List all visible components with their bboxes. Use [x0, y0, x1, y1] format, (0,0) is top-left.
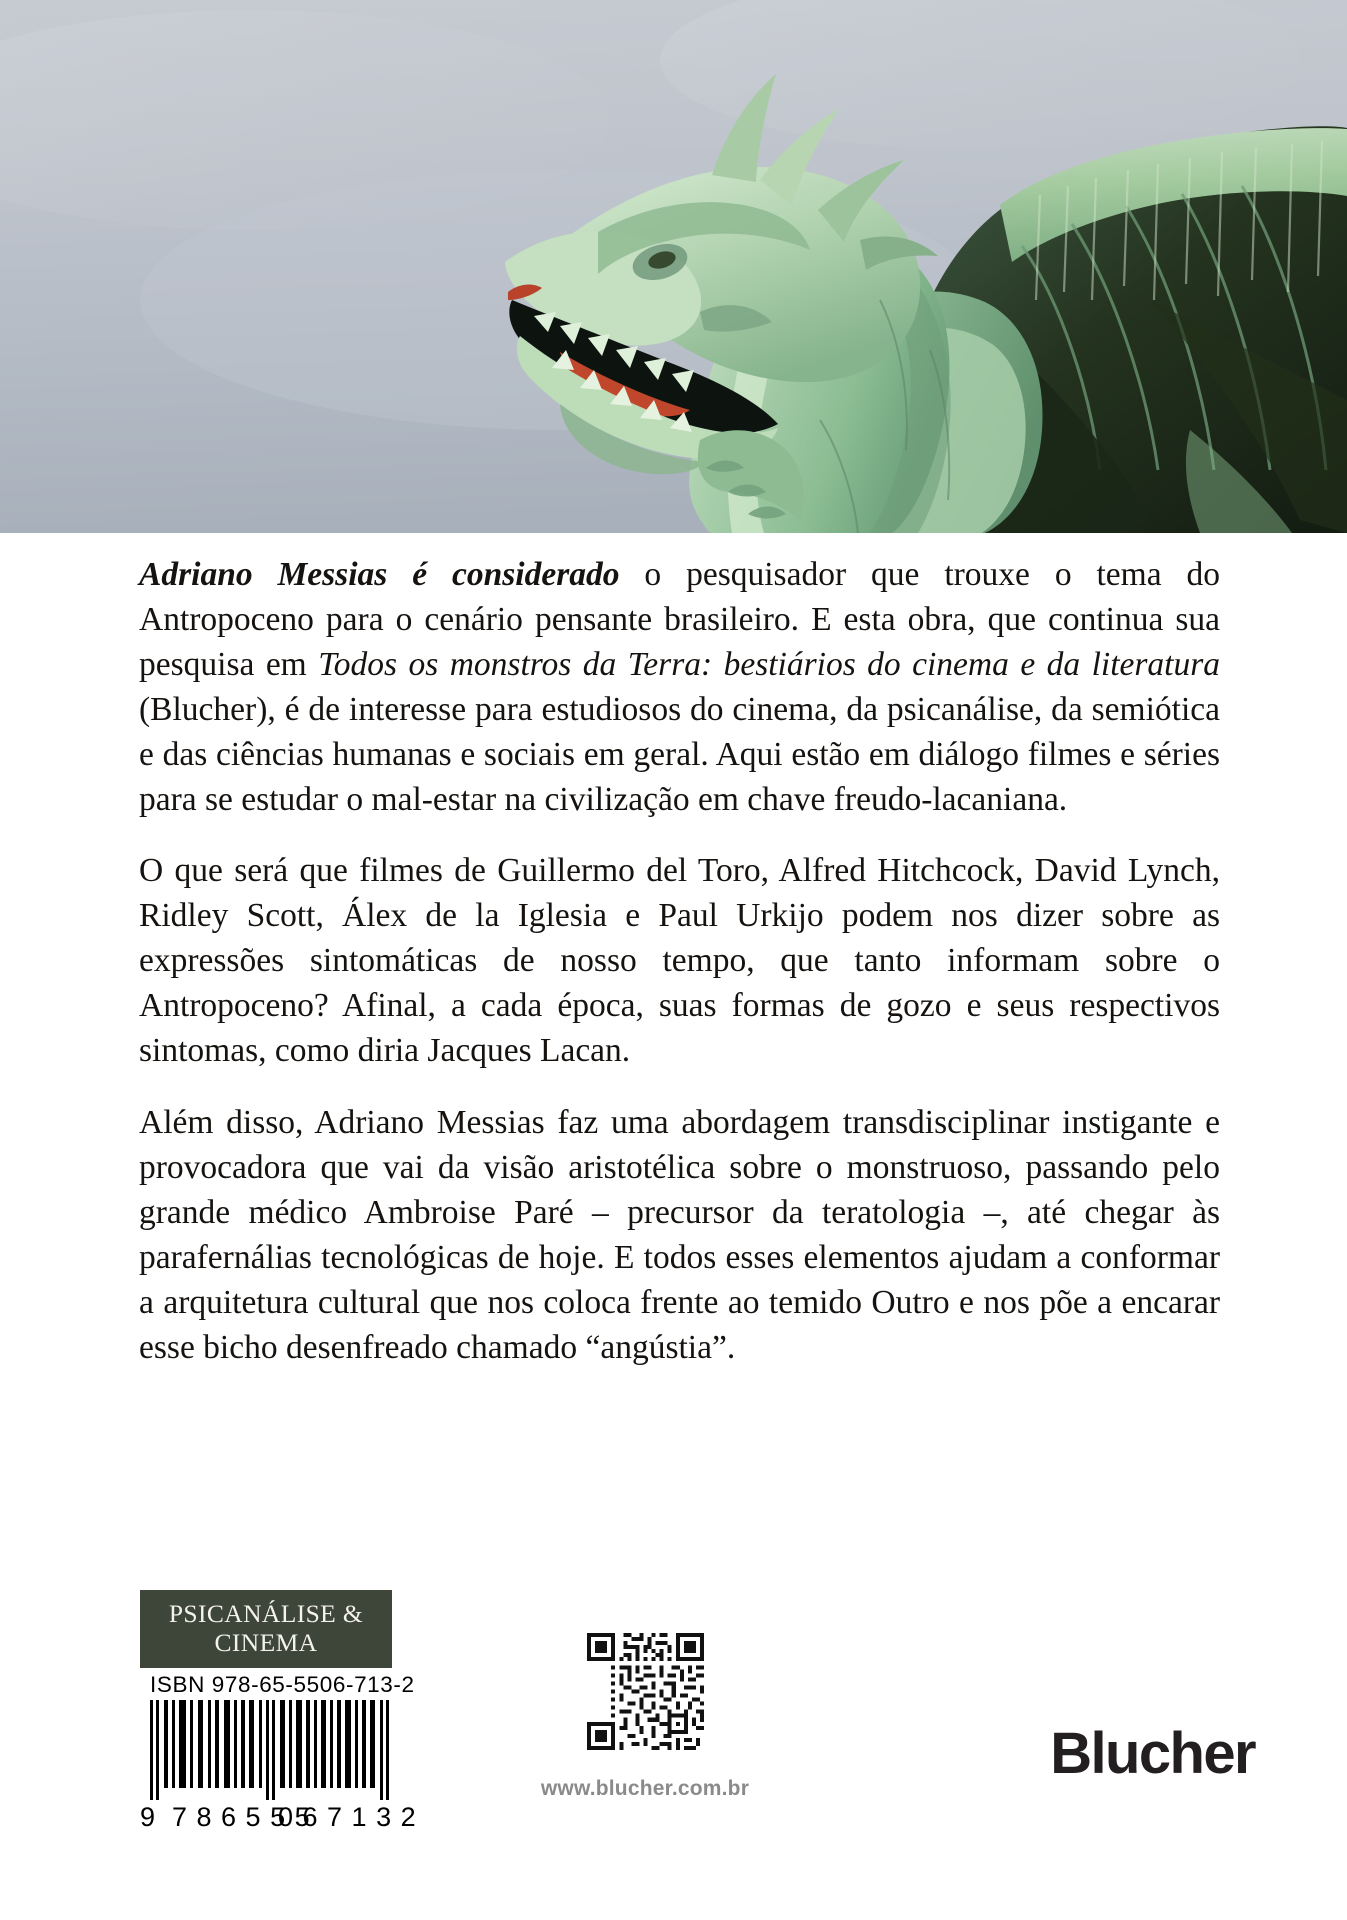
blurb-p1-part1: o pesquisador que trouxe o tema do Antropoceno para o cenário pensante brasileiro. E esta obra, que continua sua pesquisa em: [139, 556, 1221, 684]
dragon-statue-illustration: [0, 0, 1347, 533]
cover-footer: [0, 1590, 1347, 1920]
qr-code[interactable]: [582, 1628, 709, 1755]
ean-digits: [140, 1802, 426, 1833]
ean-left-group: 786555: [172, 1802, 320, 1833]
referenced-book-title: Todos os monstros da Terra: bestiários do cinema e da literatura: [318, 646, 1221, 684]
series-badge: [140, 1590, 392, 1668]
ean-right-group: 067132: [278, 1802, 426, 1833]
qr-code-image: [587, 1633, 704, 1750]
cover-photo-dragon-statue: [0, 0, 1347, 533]
blurb-paragraph-2: O que será que filmes de Guillermo del Toro, Alfred Hitchcock, David Lynch, Ridley Scott, Álex de la Iglesia e Paul Urkijo podem nos dizer sobre as expressões sintomáticas de nosso tempo, que tanto informam sobre o Antropoceno? Afinal, a cada época, suas formas de gozo e seus respectivos sintomas, como diria Jacques Lacan.: [139, 852, 1220, 1070]
ean-lead-digit: 9: [140, 1802, 157, 1833]
qr-and-website-block: [520, 1628, 770, 1801]
series-badge-line-1: PSICANÁLISE &: [168, 1599, 364, 1628]
isbn-number: ISBN 978-65-5506-713-2: [150, 1672, 415, 1698]
isbn-barcode-block: [140, 1590, 426, 1833]
blurb-p1-part2: (Blucher), é de interesse para estudiosos do cinema, da psicanálise, da semiótica e das ciências humanas e sociais em geral. Aqui estão em diálogo filmes e séries para se estudar o mal-estar na civilização em chave freudo-lacaniana.: [139, 691, 1220, 819]
blurb-paragraph-3: Além disso, Adriano Messias faz uma abordagem transdisciplinar instigante e provocadora que vai da visão aristotélica sobre o monstruoso, passando pelo grande médico Ambroise Paré – precursor da teratologia –, até chegar às parafernálias tecnológicas de hoje. E todos esses elementos ajudam a conformar a arquitetura cultural que nos coloca frente ao temido Outro e nos põe a encarar esse bicho desenfreado chamado “angústia”.: [139, 1103, 1220, 1366]
blurb-text: [139, 552, 1220, 1370]
website-url[interactable]: www.blucher.com.br: [540, 1777, 750, 1800]
author-lead-in: Adriano Messias é considerado: [139, 556, 620, 593]
barcode-bars: [150, 1700, 392, 1788]
series-badge-line-2: CINEMA: [214, 1628, 318, 1658]
publisher-logo-blucher: Blucher: [1050, 1721, 1255, 1786]
blurb-paragraph-1: [139, 552, 1220, 822]
